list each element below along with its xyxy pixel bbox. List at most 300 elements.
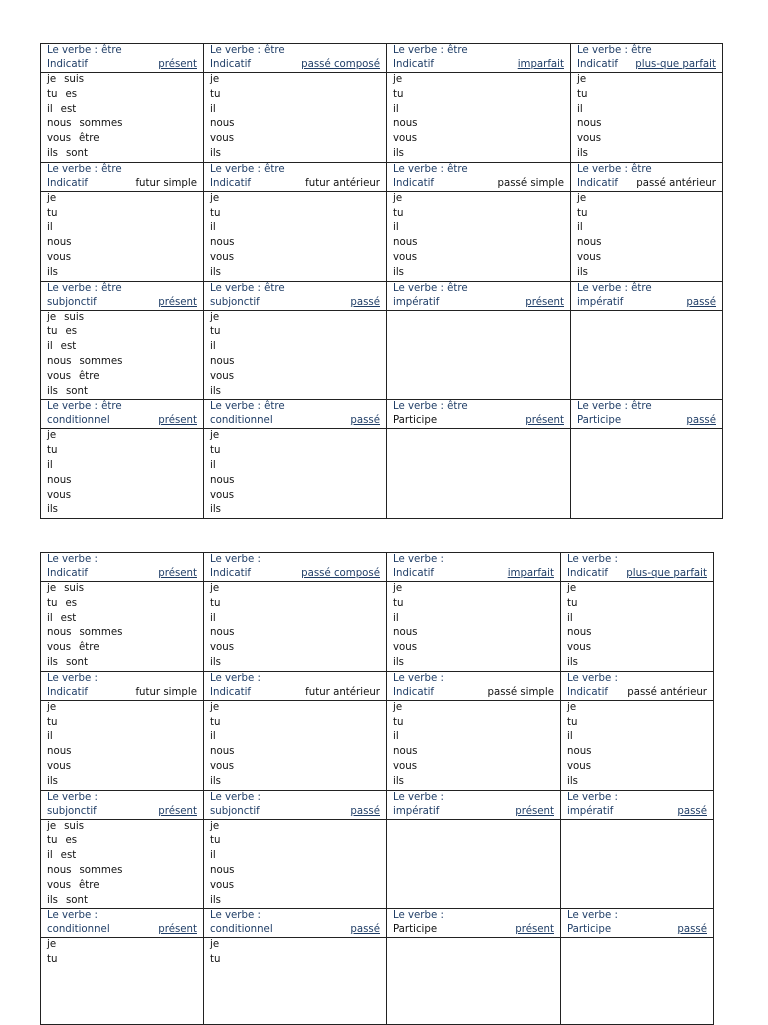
mode-tense-line bbox=[47, 177, 197, 191]
pronoun-line bbox=[393, 656, 554, 671]
pronoun: ils bbox=[567, 656, 578, 668]
conjugation-cell bbox=[561, 938, 714, 1025]
mode-tense-line bbox=[47, 414, 197, 428]
pronoun-line bbox=[210, 775, 380, 790]
mode-label: Participe bbox=[393, 924, 438, 936]
conjugation-cell bbox=[41, 700, 204, 790]
pronoun: nous bbox=[47, 746, 72, 758]
tense-label: présent bbox=[158, 805, 197, 817]
verb-label: Le verbe : bbox=[393, 554, 444, 565]
header-cell bbox=[387, 671, 561, 700]
pronoun-line bbox=[47, 626, 197, 641]
tense-label: passé bbox=[677, 924, 707, 936]
tense-label: passé bbox=[350, 924, 380, 936]
pronoun: je bbox=[47, 701, 57, 713]
pronoun-line bbox=[47, 760, 197, 775]
conjugation-cell bbox=[387, 429, 571, 519]
verb-label: Le verbe : être bbox=[393, 282, 468, 294]
pronoun-line bbox=[567, 626, 707, 641]
mode-tense-line bbox=[567, 805, 707, 819]
pronoun-line bbox=[210, 207, 380, 222]
verb-label: Le verbe : être bbox=[47, 45, 122, 56]
mode-tense-line bbox=[577, 296, 716, 310]
pronoun: nous bbox=[393, 237, 418, 249]
pronoun-line bbox=[210, 311, 380, 326]
pronoun-line bbox=[47, 849, 197, 864]
verb-form: sont bbox=[65, 147, 88, 159]
pronoun-line bbox=[577, 192, 716, 207]
pronoun: ils bbox=[210, 147, 221, 159]
pronoun: vous bbox=[567, 760, 592, 772]
verb-form: être bbox=[79, 642, 100, 654]
pronoun: tu bbox=[210, 326, 221, 338]
mode-label: Indicatif bbox=[393, 59, 435, 70]
tense-label: futur antérieur bbox=[305, 177, 380, 189]
conjugation-cell bbox=[387, 73, 571, 163]
pronoun: nous bbox=[47, 355, 72, 367]
mode-label: Indicatif bbox=[210, 686, 252, 698]
pronoun: je bbox=[393, 701, 403, 713]
pronoun: tu bbox=[47, 326, 58, 338]
tense-label: futur antérieur bbox=[305, 686, 380, 698]
conjugation-row bbox=[41, 191, 723, 281]
verb-form: sommes bbox=[79, 355, 123, 367]
pronoun-line bbox=[47, 879, 197, 894]
pronoun-line bbox=[47, 730, 197, 745]
pronoun-line bbox=[393, 147, 564, 162]
header-cell bbox=[204, 553, 387, 582]
verb-label: Le verbe : bbox=[567, 791, 618, 803]
pronoun: ils bbox=[210, 894, 221, 906]
pronoun-line bbox=[210, 864, 380, 879]
mode-label: impératif bbox=[393, 805, 440, 817]
pronoun: il bbox=[393, 612, 399, 624]
header-cell bbox=[41, 44, 204, 73]
pronoun: ils bbox=[393, 266, 404, 278]
header-cell bbox=[571, 281, 723, 310]
pronoun-line bbox=[210, 730, 380, 745]
verb-form: es bbox=[65, 88, 78, 100]
verb-form: es bbox=[65, 597, 78, 609]
pronoun: ils bbox=[577, 147, 588, 159]
mode-tense-line bbox=[393, 58, 564, 72]
header-cell bbox=[204, 162, 387, 191]
pronoun-line bbox=[393, 612, 554, 627]
header-cell bbox=[571, 162, 723, 191]
pronoun-line bbox=[567, 760, 707, 775]
pronoun-line bbox=[210, 459, 380, 474]
pronoun: tu bbox=[47, 954, 58, 966]
pronoun: vous bbox=[393, 642, 418, 654]
pronoun-line bbox=[47, 582, 197, 597]
pronoun-line bbox=[210, 760, 380, 775]
pronoun-line bbox=[577, 147, 716, 162]
pronoun: il bbox=[210, 612, 216, 624]
conjugation-row bbox=[41, 700, 714, 790]
mode-tense-line bbox=[210, 58, 380, 72]
pronoun: nous bbox=[210, 118, 235, 130]
verb-label: Le verbe : être bbox=[210, 282, 285, 294]
pronoun-line bbox=[577, 207, 716, 222]
pronoun: tu bbox=[210, 207, 221, 219]
verb-label: Le verbe : être bbox=[393, 163, 468, 175]
pronoun-line bbox=[47, 117, 197, 132]
mode-label: Indicatif bbox=[567, 568, 609, 579]
pronoun-line bbox=[47, 221, 197, 236]
pronoun-line bbox=[210, 251, 380, 266]
verb-label: Le verbe : être bbox=[393, 401, 468, 413]
pronoun: tu bbox=[210, 954, 221, 966]
verb-label: Le verbe : être bbox=[210, 163, 285, 175]
pronoun: tu bbox=[47, 835, 58, 847]
pronoun-line bbox=[47, 444, 197, 459]
verb-form: suis bbox=[64, 583, 85, 594]
pronoun-line bbox=[393, 701, 554, 716]
pronoun-line bbox=[47, 656, 197, 671]
pronoun-line bbox=[47, 325, 197, 340]
pronoun: vous bbox=[577, 133, 602, 145]
tense-label: présent bbox=[158, 568, 197, 579]
pronoun: ils bbox=[47, 656, 58, 668]
pronoun-line bbox=[210, 489, 380, 504]
pronoun-line bbox=[577, 221, 716, 236]
conjugation-cell bbox=[204, 582, 387, 672]
mode-label: Indicatif bbox=[393, 177, 435, 189]
pronoun-line bbox=[47, 103, 197, 118]
conjugation-cell bbox=[561, 700, 714, 790]
header-row bbox=[41, 281, 723, 310]
pronoun-line bbox=[567, 701, 707, 716]
mode-tense-line bbox=[577, 414, 716, 428]
pronoun: il bbox=[393, 103, 399, 115]
pronoun: il bbox=[210, 459, 216, 471]
pronoun-line bbox=[577, 236, 716, 251]
pronoun: il bbox=[393, 222, 399, 234]
pronoun-line bbox=[47, 775, 197, 790]
pronoun-line bbox=[47, 251, 197, 266]
header-cell bbox=[204, 790, 387, 819]
pronoun-line bbox=[393, 641, 554, 656]
verb-form: est bbox=[60, 341, 77, 353]
verb-label: Le verbe : bbox=[47, 672, 98, 684]
mode-tense-line bbox=[47, 923, 197, 937]
pronoun-line bbox=[47, 355, 197, 370]
pronoun: vous bbox=[577, 251, 602, 263]
pronoun: nous bbox=[47, 237, 72, 249]
pronoun-line bbox=[210, 597, 380, 612]
tense-label: présent bbox=[525, 415, 564, 427]
pronoun: nous bbox=[47, 118, 72, 130]
conjugation-cell bbox=[204, 429, 387, 519]
pronoun-line bbox=[47, 311, 197, 326]
conjugation-cell bbox=[41, 429, 204, 519]
pronoun: nous bbox=[47, 474, 72, 486]
mode-label: Indicatif bbox=[210, 177, 252, 189]
header-cell bbox=[41, 162, 204, 191]
mode-label: conditionnel bbox=[47, 924, 110, 936]
conjugation-cell bbox=[41, 582, 204, 672]
pronoun: tu bbox=[210, 445, 221, 457]
header-cell bbox=[387, 909, 561, 938]
pronoun: je bbox=[210, 311, 220, 323]
conjugation-cell bbox=[571, 73, 723, 163]
tense-label: futur simple bbox=[135, 686, 197, 698]
mode-tense-line bbox=[210, 414, 380, 428]
verb-form: suis bbox=[64, 311, 85, 323]
pronoun-line bbox=[567, 582, 707, 597]
mode-tense-line bbox=[47, 296, 197, 310]
pronoun: nous bbox=[567, 627, 592, 639]
pronoun: vous bbox=[210, 489, 235, 501]
pronoun: ils bbox=[210, 775, 221, 787]
mode-tense-line bbox=[393, 805, 554, 819]
conjugation-cell bbox=[41, 938, 204, 1025]
header-cell bbox=[387, 553, 561, 582]
pronoun-line bbox=[47, 938, 197, 953]
pronoun-line bbox=[47, 236, 197, 251]
pronoun-line bbox=[210, 656, 380, 671]
pronoun-line bbox=[393, 221, 564, 236]
tense-label: passé bbox=[350, 415, 380, 427]
pronoun: ils bbox=[47, 266, 58, 278]
pronoun-line bbox=[393, 266, 564, 281]
mode-label: Indicatif bbox=[47, 686, 89, 698]
mode-label: subjonctif bbox=[210, 805, 260, 817]
tense-label: présent bbox=[515, 805, 554, 817]
pronoun-line bbox=[47, 716, 197, 731]
pronoun: tu bbox=[567, 716, 578, 728]
verb-form: être bbox=[79, 370, 100, 382]
verb-form: sommes bbox=[79, 627, 123, 639]
header-cell bbox=[561, 909, 714, 938]
pronoun: tu bbox=[47, 207, 58, 219]
verb-label: Le verbe : bbox=[210, 554, 261, 565]
tense-label: passé bbox=[677, 805, 707, 817]
verb-label: Le verbe : bbox=[47, 791, 98, 803]
mode-tense-line bbox=[577, 177, 716, 191]
pronoun: nous bbox=[210, 864, 235, 876]
conjugation-cell bbox=[387, 700, 561, 790]
pronoun: ils bbox=[393, 147, 404, 159]
pronoun-line bbox=[47, 340, 197, 355]
pronoun: je bbox=[47, 820, 57, 832]
verb-form: es bbox=[65, 835, 78, 847]
pronoun-line bbox=[210, 385, 380, 400]
mode-label: Indicatif bbox=[393, 568, 435, 579]
pronoun: vous bbox=[210, 879, 235, 891]
verb-label: Le verbe : être bbox=[393, 45, 468, 56]
pronoun: nous bbox=[210, 746, 235, 758]
tense-label: plus-que parfait bbox=[635, 59, 716, 70]
pronoun: vous bbox=[47, 760, 72, 772]
table-body bbox=[41, 553, 714, 1025]
conjugation-cell bbox=[561, 582, 714, 672]
mode-label: conditionnel bbox=[210, 924, 273, 936]
tense-label: passé bbox=[350, 805, 380, 817]
mode-label: Indicatif bbox=[577, 177, 619, 189]
pronoun: tu bbox=[47, 445, 58, 457]
conjugation-row bbox=[41, 429, 723, 519]
conjugation-row bbox=[41, 938, 714, 1025]
pronoun-line bbox=[47, 745, 197, 760]
pronoun: il bbox=[393, 731, 399, 743]
mode-label: subjonctif bbox=[210, 296, 260, 308]
pronoun-line bbox=[210, 474, 380, 489]
pronoun-line bbox=[210, 340, 380, 355]
pronoun: vous bbox=[210, 370, 235, 382]
pronoun: je bbox=[47, 583, 57, 594]
pronoun-line bbox=[210, 88, 380, 103]
pronoun-line bbox=[210, 582, 380, 597]
pronoun: tu bbox=[210, 716, 221, 728]
mode-tense-line bbox=[567, 686, 707, 700]
mode-label: Indicatif bbox=[577, 59, 619, 70]
pronoun: je bbox=[47, 311, 57, 323]
mode-tense-line bbox=[210, 686, 380, 700]
pronoun: ils bbox=[577, 266, 588, 278]
pronoun-line bbox=[567, 612, 707, 627]
header-cell bbox=[387, 281, 571, 310]
verb-label: Le verbe : être bbox=[577, 401, 652, 413]
pronoun-line bbox=[210, 879, 380, 894]
verb-label: Le verbe : bbox=[567, 554, 618, 565]
header-row bbox=[41, 790, 714, 819]
pronoun: tu bbox=[210, 88, 221, 100]
pronoun: tu bbox=[577, 88, 588, 100]
pronoun-line bbox=[577, 73, 716, 88]
pronoun-line bbox=[210, 103, 380, 118]
pronoun: nous bbox=[577, 118, 602, 130]
pronoun: nous bbox=[210, 355, 235, 367]
pronoun-line bbox=[393, 207, 564, 222]
header-cell bbox=[204, 671, 387, 700]
pronoun: ils bbox=[393, 775, 404, 787]
pronoun: il bbox=[577, 222, 583, 234]
mode-tense-line bbox=[210, 923, 380, 937]
pronoun-line bbox=[47, 820, 197, 835]
conjugation-cell bbox=[41, 819, 204, 909]
mode-tense-line bbox=[210, 296, 380, 310]
conjugation-cell bbox=[204, 191, 387, 281]
pronoun-line bbox=[47, 953, 197, 968]
mode-label: conditionnel bbox=[47, 415, 110, 427]
header-row bbox=[41, 162, 723, 191]
header-cell bbox=[561, 671, 714, 700]
header-cell bbox=[204, 400, 387, 429]
mode-label: Participe bbox=[393, 415, 438, 427]
conjugation-cell bbox=[561, 819, 714, 909]
pronoun: vous bbox=[393, 760, 418, 772]
pronoun: tu bbox=[210, 835, 221, 847]
pronoun: je bbox=[210, 430, 220, 442]
mode-tense-line bbox=[47, 686, 197, 700]
pronoun-line bbox=[393, 626, 554, 641]
mode-label: Indicatif bbox=[210, 568, 252, 579]
pronoun: tu bbox=[47, 597, 58, 609]
pronoun-line bbox=[393, 582, 554, 597]
header-cell bbox=[41, 400, 204, 429]
pronoun-line bbox=[210, 820, 380, 835]
pronoun-line bbox=[47, 429, 197, 444]
pronoun: ils bbox=[210, 385, 221, 397]
pronoun-line bbox=[47, 88, 197, 103]
verb-label: Le verbe : être bbox=[47, 163, 122, 175]
conjugation-cell bbox=[41, 73, 204, 163]
verb-label: Le verbe : être bbox=[47, 282, 122, 294]
pronoun-line bbox=[577, 266, 716, 281]
pronoun-line bbox=[47, 834, 197, 849]
pronoun: il bbox=[210, 850, 216, 862]
pronoun: il bbox=[47, 459, 53, 471]
pronoun-line bbox=[577, 88, 716, 103]
tense-label: plus-que parfait bbox=[626, 568, 707, 579]
pronoun-line bbox=[577, 251, 716, 266]
verb-form: sont bbox=[65, 894, 88, 906]
mode-tense-line bbox=[567, 567, 707, 581]
mode-label: impératif bbox=[577, 296, 624, 308]
pronoun: il bbox=[47, 612, 53, 624]
pronoun: ils bbox=[210, 656, 221, 668]
pronoun: je bbox=[210, 74, 220, 85]
pronoun-line bbox=[567, 656, 707, 671]
header-cell bbox=[561, 790, 714, 819]
pronoun-line bbox=[47, 612, 197, 627]
header-cell bbox=[204, 281, 387, 310]
tense-label: présent bbox=[158, 59, 197, 70]
pronoun-line bbox=[210, 325, 380, 340]
pronoun: tu bbox=[393, 207, 404, 219]
conjugation-cell bbox=[41, 191, 204, 281]
mode-label: Participe bbox=[567, 924, 612, 936]
pronoun-line bbox=[393, 775, 554, 790]
pronoun-line bbox=[393, 132, 564, 147]
pronoun: nous bbox=[577, 237, 602, 249]
conjugation-cell bbox=[387, 310, 571, 400]
pronoun-line bbox=[210, 626, 380, 641]
mode-tense-line bbox=[393, 567, 554, 581]
pronoun: il bbox=[567, 731, 573, 743]
pronoun: je bbox=[47, 939, 57, 951]
header-row bbox=[41, 44, 723, 73]
conjugation-cell bbox=[204, 938, 387, 1025]
pronoun-line bbox=[210, 429, 380, 444]
pronoun-line bbox=[393, 192, 564, 207]
pronoun-line bbox=[210, 147, 380, 162]
mode-tense-line bbox=[393, 177, 564, 191]
pronoun-line bbox=[577, 103, 716, 118]
mode-label: Indicatif bbox=[567, 686, 609, 698]
pronoun: je bbox=[577, 192, 587, 204]
pronoun-line bbox=[47, 474, 197, 489]
pronoun-line bbox=[210, 612, 380, 627]
tense-label: présent bbox=[515, 924, 554, 936]
header-cell bbox=[571, 400, 723, 429]
mode-tense-line bbox=[210, 177, 380, 191]
conjugation-row bbox=[41, 819, 714, 909]
verb-label: Le verbe : bbox=[567, 910, 618, 922]
pronoun: tu bbox=[393, 716, 404, 728]
pronoun-line bbox=[47, 266, 197, 281]
tense-label: passé bbox=[686, 415, 716, 427]
pronoun-line bbox=[210, 117, 380, 132]
header-cell bbox=[41, 671, 204, 700]
header-row bbox=[41, 671, 714, 700]
verb-label: Le verbe : bbox=[393, 910, 444, 922]
pronoun-line bbox=[393, 760, 554, 775]
verb-form: es bbox=[65, 326, 78, 338]
pronoun: je bbox=[210, 192, 220, 204]
pronoun: vous bbox=[393, 251, 418, 263]
